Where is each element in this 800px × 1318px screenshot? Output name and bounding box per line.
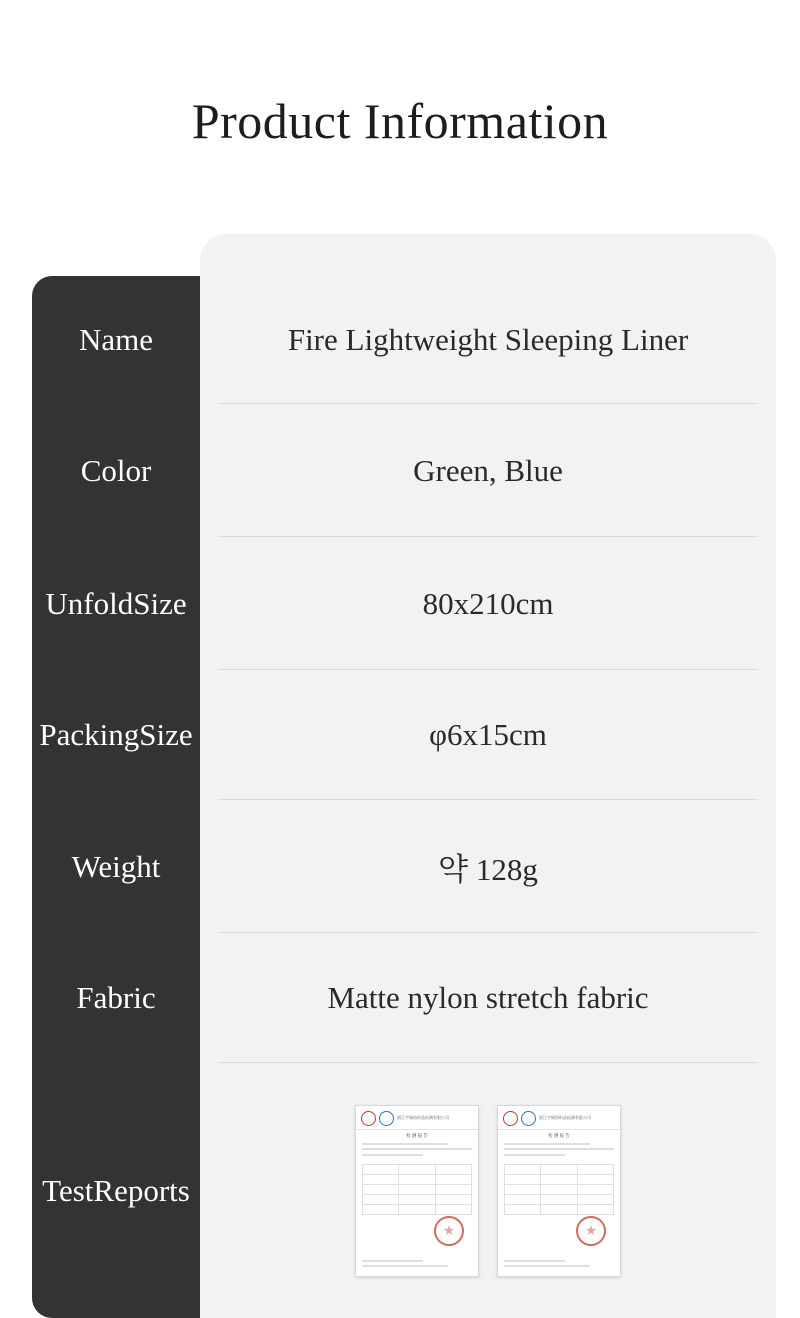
seal-icon [503, 1111, 518, 1126]
table-row [32, 404, 776, 537]
certificate-table [362, 1164, 472, 1215]
table-rows [32, 276, 776, 1318]
row-value-name: Fire Lightweight Sleeping Liner [200, 276, 776, 404]
row-label-test-reports [32, 1063, 200, 1318]
stamp-icon [576, 1216, 606, 1246]
table-row [32, 276, 776, 404]
certificate-header [498, 1106, 620, 1130]
certificate-text-lines [498, 1141, 620, 1162]
certificate-header-text: 浙江宇瑞纺织品检测有限公司 [397, 1115, 449, 1121]
certificate-header [356, 1106, 478, 1130]
row-label-unfold-size [32, 537, 200, 670]
row-value-unfold-size: 80x210cm [200, 537, 776, 670]
row-label-unfold-size-line2: Size [133, 585, 187, 621]
row-label-name: Name [32, 276, 200, 404]
row-value-weight: 약 128g [200, 800, 776, 933]
certificate-footer [362, 1260, 472, 1270]
row-value-packing-size: φ6x15cm [200, 670, 776, 800]
table-row [32, 1063, 776, 1318]
table-row [32, 800, 776, 933]
seal-icon [521, 1111, 536, 1126]
row-label-unfold-size-line1: Unfold [45, 585, 134, 621]
certificate-text-lines [356, 1141, 478, 1162]
row-label-color: Color [32, 404, 200, 537]
table-row [32, 537, 776, 670]
stamp-icon [434, 1216, 464, 1246]
certificate-title: 检 测 报 告 [406, 1132, 428, 1138]
row-label-test-reports-line2: Reports [93, 1172, 190, 1208]
certificate-footer [504, 1260, 614, 1270]
test-report-thumbnail-1[interactable] [355, 1105, 479, 1277]
certificate-header-text: 浙江宇瑞纺织品检测有限公司 [539, 1115, 591, 1121]
row-label-test-reports-line1: Test [42, 1172, 94, 1208]
row-value-color: Green, Blue [200, 404, 776, 537]
row-label-fabric: Fabric [32, 933, 200, 1063]
seal-icon [361, 1111, 376, 1126]
table-row [32, 933, 776, 1063]
specification-table [32, 234, 776, 1294]
page-title: Product Information [191, 93, 609, 149]
row-label-packing-size-line2: Size [139, 717, 193, 753]
row-value-fabric: Matte nylon stretch fabric [200, 933, 776, 1063]
seal-icon [379, 1111, 394, 1126]
table-row [32, 670, 776, 800]
certificate-table [504, 1164, 614, 1215]
row-value-test-reports [200, 1063, 776, 1318]
row-label-packing-size-line1: Packing [39, 717, 140, 753]
row-label-weight: Weight [32, 800, 200, 933]
test-report-thumbnail-2[interactable] [497, 1105, 621, 1277]
row-label-packing-size [32, 670, 200, 800]
certificate-title: 检 测 报 告 [548, 1132, 570, 1138]
